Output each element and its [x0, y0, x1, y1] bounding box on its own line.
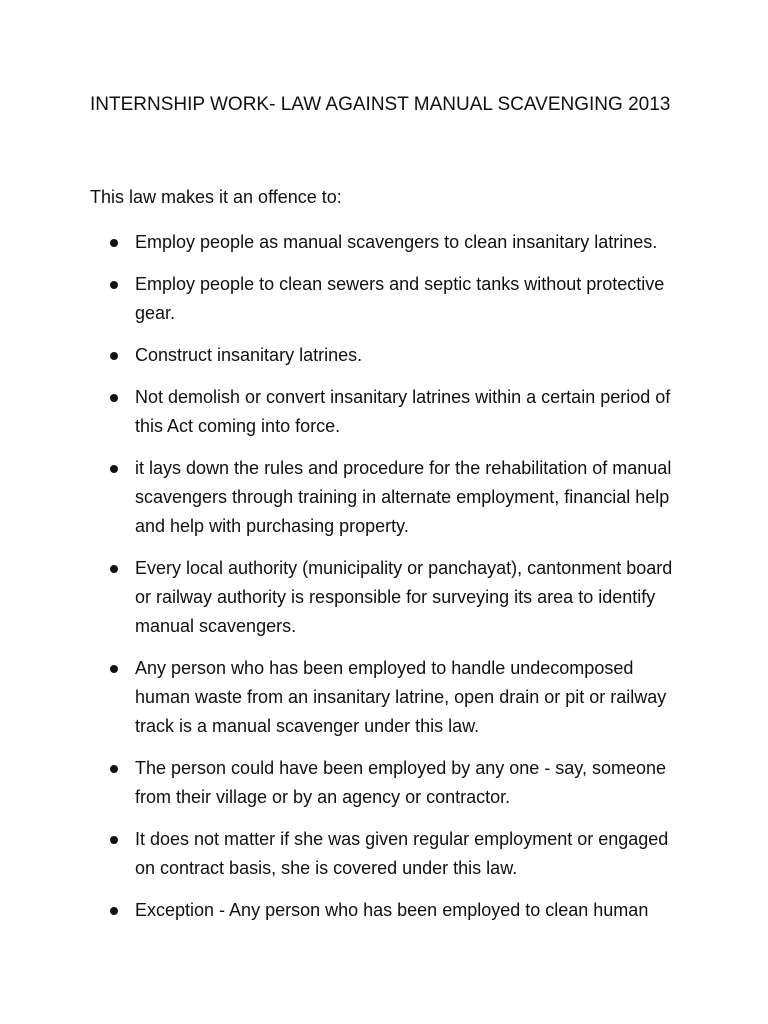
list-item-text: Employ people to clean sewers and septic tanks without protective gear. [135, 274, 665, 323]
document-title: INTERNSHIP WORK- LAW AGAINST MANUAL SCAVENGING 2013 [90, 94, 671, 115]
list-item-text: Employ people as manual scavengers to clean insanitary latrines. [135, 232, 658, 252]
bullet-icon [110, 352, 118, 360]
list-item-text: The person could have been employed by any one - say, someone from their village or by an agency or contractor. [135, 758, 666, 807]
list-item [0, 341, 768, 370]
offence-list [0, 228, 768, 938]
intro-text: This law makes it an offence to: [90, 187, 342, 207]
bullet-icon [110, 565, 118, 573]
bullet-icon [110, 394, 118, 402]
list-item-text: Exception - Any person who has been employed to clean human [135, 900, 649, 920]
bullet-icon [110, 281, 118, 289]
list-item [0, 825, 768, 883]
bullet-icon [110, 765, 118, 773]
list-item [0, 554, 768, 641]
list-item [0, 454, 768, 541]
bullet-icon [110, 907, 118, 915]
list-item [0, 270, 768, 328]
list-item-text: Any person who has been employed to handle undecomposed human waste from an insanitary latrine, open drain or pit or railway track is a manual scavenger under this law. [135, 658, 667, 736]
list-item-text: Every local authority (municipality or panchayat), cantonment board or railway authority is responsible for surveying its area to identify manual scavengers. [135, 558, 673, 636]
list-item-text: It does not matter if she was given regular employment or engaged on contract basis, she is covered under this law. [135, 829, 669, 878]
list-item [0, 754, 768, 812]
list-item-text: Construct insanitary latrines. [135, 345, 363, 365]
list-item-text: Not demolish or convert insanitary latrines within a certain period of this Act coming into force. [135, 387, 671, 436]
list-item [0, 896, 768, 925]
list-item [0, 228, 768, 257]
bullet-icon [110, 465, 118, 473]
bullet-icon [110, 836, 118, 844]
bullet-icon [110, 239, 118, 247]
list-item [0, 654, 768, 741]
list-item-text: it lays down the rules and procedure for the rehabilitation of manual scavengers through training in alternate employment, financial help and help with purchasing property. [135, 458, 672, 536]
list-item [0, 383, 768, 441]
bullet-icon [110, 665, 118, 673]
